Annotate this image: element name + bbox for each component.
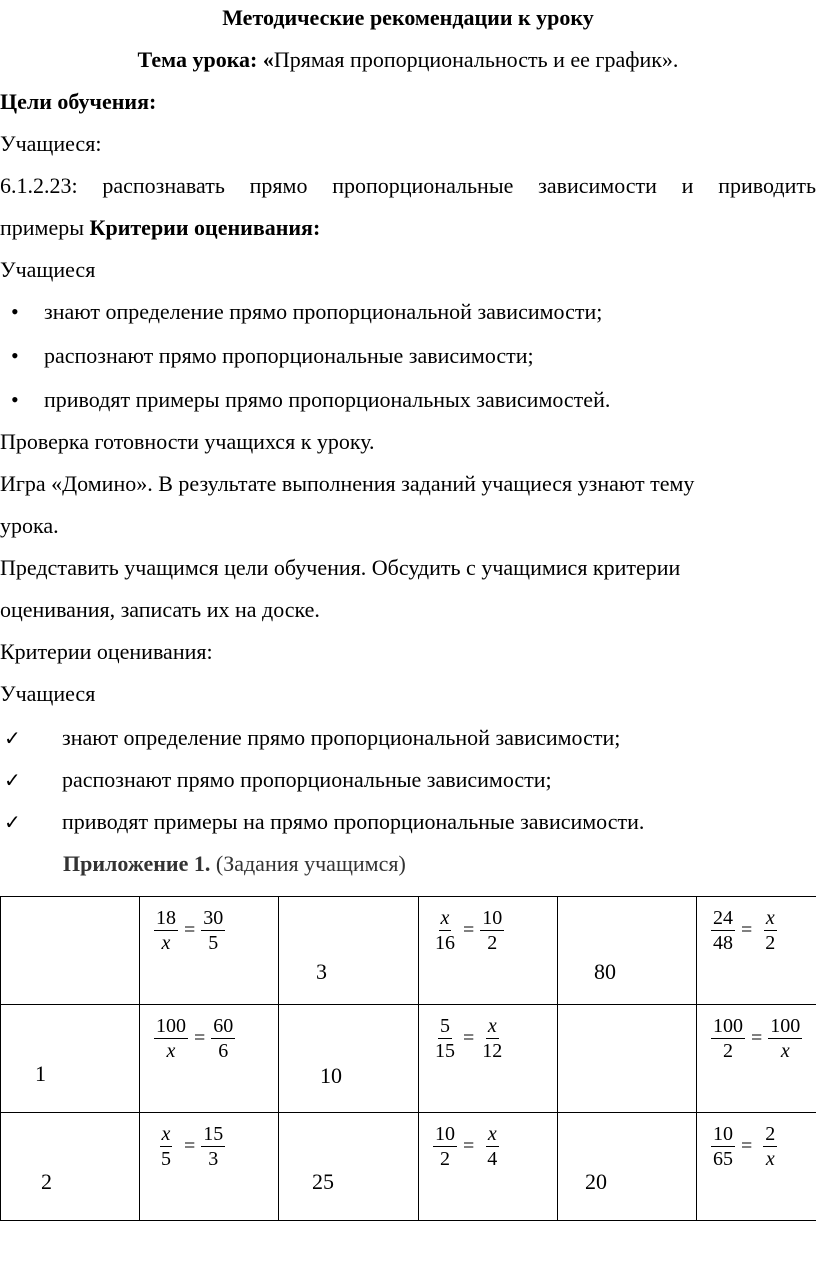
proportion: $\frac{100}{2}$ = $\frac{100}{x}$ [713, 1015, 801, 1062]
domino-cell: 20 [558, 1113, 697, 1221]
proportion: $\frac{5}{15}$ = $\frac{x}{12}$ [435, 1015, 503, 1062]
domino-equation-cell [419, 1005, 558, 1113]
proportion: $\frac{10}{65}$ = $\frac{2}{x}$ [713, 1123, 776, 1170]
readiness-check: Проверка готовности учащихся к уроку. [0, 429, 375, 454]
bullet-icon: • [11, 299, 19, 324]
table-row [1, 1113, 816, 1221]
lesson-topic: Тема урока: «Прямая пропорциональность и ее график». [137, 47, 679, 72]
students-label-2: Учащиеся [0, 257, 96, 282]
students-label: Учащиеся: [0, 131, 102, 156]
proportion: $\frac{x}{5}$ = $\frac{15}{3}$ [161, 1123, 224, 1170]
bullet-icon: • [11, 343, 19, 368]
game-line-2: урока. [0, 513, 59, 538]
criteria-label: Критерии оценивания: [0, 639, 213, 664]
domino-equation-cell [697, 1113, 816, 1221]
objective-line-2: примеры Критерии оценивания: [0, 215, 321, 240]
proportion: $\frac{x}{16}$ = $\frac{10}{2}$ [435, 907, 503, 954]
present-line-2: оценивания, записать их на доске. [0, 597, 320, 622]
checkmark-icon: ✓ [4, 768, 21, 792]
domino-equation-cell [697, 1005, 816, 1113]
proportion: $\frac{10}{2}$ = $\frac{x}{4}$ [435, 1123, 498, 1170]
students-label-3: Учащиеся [0, 681, 96, 706]
goals-heading: Цели обучения: [0, 89, 157, 114]
proportion: $\frac{100}{x}$ = $\frac{60}{6}$ [156, 1015, 234, 1062]
domino-cell [558, 1005, 697, 1113]
checkmark-icon: ✓ [4, 810, 21, 834]
domino-equation-cell [140, 1005, 279, 1113]
appendix-label: Приложение 1. (Задания учащимся) [63, 851, 406, 876]
proportion: $\frac{18}{x}$ = $\frac{30}{5}$ [156, 907, 224, 954]
domino-equation-cell [419, 1113, 558, 1221]
domino-equation-cell [697, 897, 816, 1005]
domino-cell: 10 [279, 1005, 419, 1113]
checkmark-icon: ✓ [4, 726, 21, 750]
bullet-icon: • [11, 387, 19, 412]
domino-cell: 2 [1, 1113, 140, 1221]
objective-line-1: 6.1.2.23: распознавать прямо пропорциональные зависимости и приводить [0, 173, 816, 198]
domino-cell: 80 [558, 897, 697, 1005]
domino-cell: 25 [279, 1113, 419, 1221]
table-row [1, 897, 816, 1005]
game-line-1: Игра «Домино». В результате выполнения заданий учащиеся узнают тему [0, 471, 695, 496]
document-title: Методические рекомендации к уроку [222, 5, 594, 30]
table-row [1, 1005, 816, 1113]
domino-cell [1, 897, 140, 1005]
present-line-1: Представить учащимся цели обучения. Обсудить с учащимися критерии [0, 555, 681, 580]
domino-table [0, 896, 816, 1221]
domino-equation-cell [140, 1113, 279, 1221]
domino-cell: 1 [1, 1005, 140, 1113]
domino-cell: 3 [279, 897, 419, 1005]
domino-equation-cell [140, 897, 279, 1005]
domino-equation-cell [419, 897, 558, 1005]
proportion: $\frac{24}{48}$ = $\frac{x}{2}$ [713, 907, 776, 954]
